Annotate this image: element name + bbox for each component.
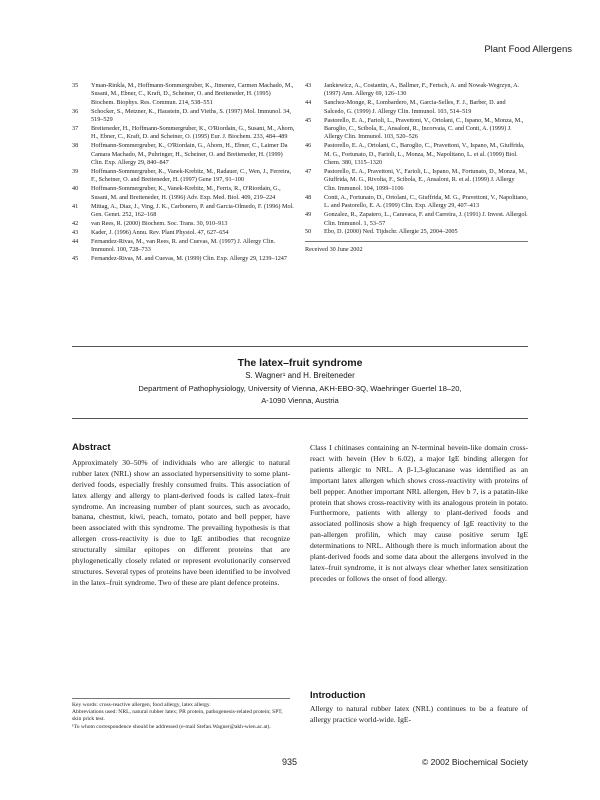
reference-item <box>72 125 295 142</box>
abstract-section <box>72 443 290 589</box>
reference-item <box>305 168 528 193</box>
affiliation-line-2: A-1090 Vienna, Austria <box>261 395 339 405</box>
reference-text: Fernandez-Rivas, M., van Rees, R. and Cuevas, M. (1997) J. Allergy Clin. Immunol. 100, 728–733 <box>91 237 276 254</box>
footnote-abbreviations: Abbreviations used: NRL, natural rubber latex; PR protein, pathogenesis-related protein; SPT, skin prick test. <box>72 709 283 723</box>
header-divider <box>72 418 528 419</box>
reference-item <box>72 108 295 125</box>
reference-item <box>72 229 295 237</box>
reference-item <box>72 142 295 167</box>
reference-text: Hoffmann-Sommergruber, K., Vanek-Krebitz, M., Radauer, C., Wen, J., Ferreira, F., Scheiner, O. and Breiteneder, H. (1997) Gene 197, 91–100 <box>91 168 292 184</box>
reference-item <box>305 82 528 99</box>
article-affiliation <box>72 383 528 406</box>
reference-list <box>72 82 528 264</box>
reference-item <box>72 185 295 202</box>
article-authors: S. Wagner¹ and H. Breiteneder <box>245 371 355 380</box>
reference-text: Sanchez-Monge, R., Lombardero, M., Garcia-Selles, F. J., Barber, D. and Salcedo, G. (1999) J. Allergy Clin. Immunol. 103, 514–519 <box>324 99 506 115</box>
reference-number: 38 <box>72 142 79 150</box>
reference-text: Jankiewicz, A., Costantin, A., Ballmer, F., Fertsch, A. and Nowak-Wegrzyn, A. (1997) Ann. Allergy 69, 126–130 <box>324 82 520 98</box>
reference-item <box>72 255 295 263</box>
reference-text: Fernandez-Rivas, M. and Cuevas, M. (1999) Clin. Exp. Allergy 29, 1239–1247 <box>91 255 287 263</box>
reference-number: 42 <box>72 220 79 227</box>
reference-number: 41 <box>72 202 79 210</box>
reference-item <box>305 99 528 116</box>
reference-item <box>305 117 528 142</box>
reference-item <box>72 82 295 107</box>
reference-item <box>72 168 295 185</box>
reference-number: 50 <box>305 228 312 236</box>
article-title: The latex–fruit syndrome <box>237 357 363 369</box>
abstract-text: Approximately 30–50% of individuals who are allergic to natural rubber latex (NRL) show an associated hypersensitivity to some plant-derived foods, especially freshly consumed fruits. This association of latex allergy and allergy to plant-derived foods is called latex–fruit syndrome. An increasing number of plant sources, such as avocado, banana, chestnut, kiwi, peach, tomato, potato and bell pepper, have been associated with this syndrome. The prevailing hypothesis is that allergen cross-reactivity is due to IgE antibodies that recognize structurally similar epitopes on different proteins that are phylogenetically closely related or represent evolutionarily conserved structures. Several types of proteins have been identified to be involved in the latex–fruit syndrome. Two of these are plant defence proteins. <box>72 457 290 587</box>
reference-number: 35 <box>72 82 79 89</box>
reference-number: 43 <box>72 228 79 236</box>
reference-number: 39 <box>72 168 79 176</box>
affiliation-line-1: Department of Pathophysiology, University of Vienna, AKH-EBO-3Q, Waehringer Guertel 18–20, <box>138 384 462 393</box>
reference-text: Conti, A., Fortunato, D., Ortolani, C., Giuffrida, M. G., Pravettoni, V., Napolitano, L. and Pastorello, E. A. (1999) Clin. Exp. Allergy 29, 407–413 <box>324 193 528 210</box>
page-number: 935 <box>282 757 298 767</box>
reference-text: van Rees, R. (2000) Biochem. Soc. Trans. 30, 910–913 <box>91 220 228 227</box>
reference-text: Yman-Rinkla, M., Hoffmann-Sommergruber, K., Jimenez, Carmen Machado, M., Susani, M., Ebner, C., Kraft, D., Scheiner, O. and Breiteneder, H. (1995) Biochem. Biophys. Res. Commun. 214, 538–551 <box>91 82 294 106</box>
reference-text: Kader, J. (1996) Annu. Rev. Plant Physiol. 47, 627–654 <box>91 228 229 236</box>
reference-text: Pastorello, E. A., Pravettoni, V., Farioli, L., Ispano, M., Fortunato, D., Monza, M., Giuffrida, M. G., Rivolta, F., Scibola, E., Ansaloni, R. et al. (1999) J. Allergy Clin. Immunol. 104, 1099–1106 <box>324 168 528 192</box>
reference-text: Schocker, S., Metzner, K., Haustein, D. and Vieths, S. (1997) Mol. Immunol. 34, 519–529 <box>91 107 291 124</box>
reference-text: Pastorello, E. A., Ortolani, C., Baroglio, C., Pravettoni, V., Ispano, M., Giuffrida, M. G., Fortunato, D., Farioli, L., Monza, M., Napolitano, L. et al. (1999) Biol. Chem. 380, 1315–1320 <box>324 142 525 167</box>
abstract-continuation-text: Class I chitinases containing an N-terminal hevein-like domain cross-react with hevein (Hev b 6.02), a major IgE binding allergen for patients allergic to NRL. A β-1,3-glucanase was identified as an important latex allergen which shows cross-reactivity with proteins of bell pepper. Another important NRL allergen, Hev b 7, is a patatin-like protein that shows cross-reactivity with its analogous protein in potato. Furthermore, patients with allergy to plant-derived foods and associated pollinosis show a high frequency of IgE reactivity to the pan-allergen profilin, which may cause positive serum IgE determinations to NRL. Although there is much information about the plant-derived foods and some data about the allergens involved in the latex–fruit syndrome, it is not always clear whether latex sensitization precedes or follows the onset of food allergy. <box>310 443 528 583</box>
reference-number: 48 <box>305 193 312 201</box>
reference-text: Mittag, A., Diaz, J., Ving, J. K., Carbonero, P. and Garcia-Olmedo, F. (1996) Mol. Gen. Genet. 252, 162–168 <box>91 202 294 219</box>
reference-item <box>305 142 528 167</box>
reference-number: 43 <box>305 82 312 89</box>
reference-item <box>305 211 528 228</box>
introduction-text: Allergy to natural rubber latex (NRL) continues to be a feature of allergy practice world-wide. IgE- <box>310 704 528 724</box>
reference-number: 37 <box>72 125 79 133</box>
reference-number: 44 <box>72 237 79 245</box>
footnotes <box>72 698 290 731</box>
reference-text: Gonzalez, R., Zapatero, L., Caravaca, F. and Carreira, J. (1991) J. Invest. Allergol. Clin. Immunol. 1, 53–57 <box>324 211 528 227</box>
reference-number: 49 <box>305 211 312 219</box>
abstract-heading: Abstract <box>72 442 111 453</box>
reference-column-left <box>72 82 295 264</box>
reference-number: 36 <box>72 107 79 115</box>
reference-item <box>72 203 295 220</box>
reference-column-right <box>305 82 528 264</box>
footnote-correspondence: ¹To whom correspondence should be addressed (e-mail Stefan.Wagner@akh-wien.ac.at). <box>72 723 271 730</box>
reference-item <box>305 228 528 236</box>
reference-text: Breiteneder, H., Hoffmann-Sommergruber, K., O'Riordain, G., Susani, M., Ahorn, H., Ebner, C., Kraft, D. and Scheiner, O. (1995) Eur. J. Biochem. 233, 484–489 <box>91 125 295 141</box>
received-date: Received 30 June 2002 <box>305 241 528 254</box>
reference-number: 45 <box>305 116 312 124</box>
reference-text: Pastorello, E. A., Farioli, L., Pravettoni, V., Ortolani, C., Ispano, M., Monza, M., Baroglio, C., Scibola, E., Ansaloni, R., Incorvaia, C. and Conti, A. (1999) J. Allergy Clin. Immunol. 103, 520–526 <box>324 116 524 141</box>
introduction-heading: Introduction <box>310 690 366 701</box>
reference-text: Hoffmann-Sommergruber, K., O'Riordain, G., Ahorn, H., Ebner, C., Laimer Da Camara Machado, M., Puhringer, H., Scheiner, O. and Breiteneder, H. (1999) Clin. Exp. Allergy 29, 840–847 <box>91 142 288 167</box>
reference-item <box>72 220 295 228</box>
footnote-keywords: Key words: cross-reactive allergen, food allergy, latex allergy. <box>72 702 211 708</box>
reference-number: 44 <box>305 99 312 107</box>
running-header: Plant Food Allergens <box>484 44 572 55</box>
copyright-notice: © 2002 Biochemical Society <box>422 757 528 767</box>
abstract-continuation <box>310 443 528 585</box>
reference-number: 40 <box>72 185 79 193</box>
reference-item <box>72 238 295 255</box>
reference-number: 47 <box>305 168 312 176</box>
section-divider <box>72 346 528 347</box>
reference-number: 45 <box>72 255 79 263</box>
reference-text: Ebo, D. (2000) Ned. Tijdschr. Allergie 25, 2004–2005 <box>324 228 458 236</box>
reference-number: 46 <box>305 142 312 150</box>
reference-item <box>305 194 528 211</box>
reference-text: Hoffmann-Sommergruber, K., Vanek-Krebitz, M., Ferris, R., O'Riordain, G., Susani, M. and Breiteneder, H. (1996) Adv. Exp. Med. Biol. 409, 219–224 <box>91 185 281 201</box>
